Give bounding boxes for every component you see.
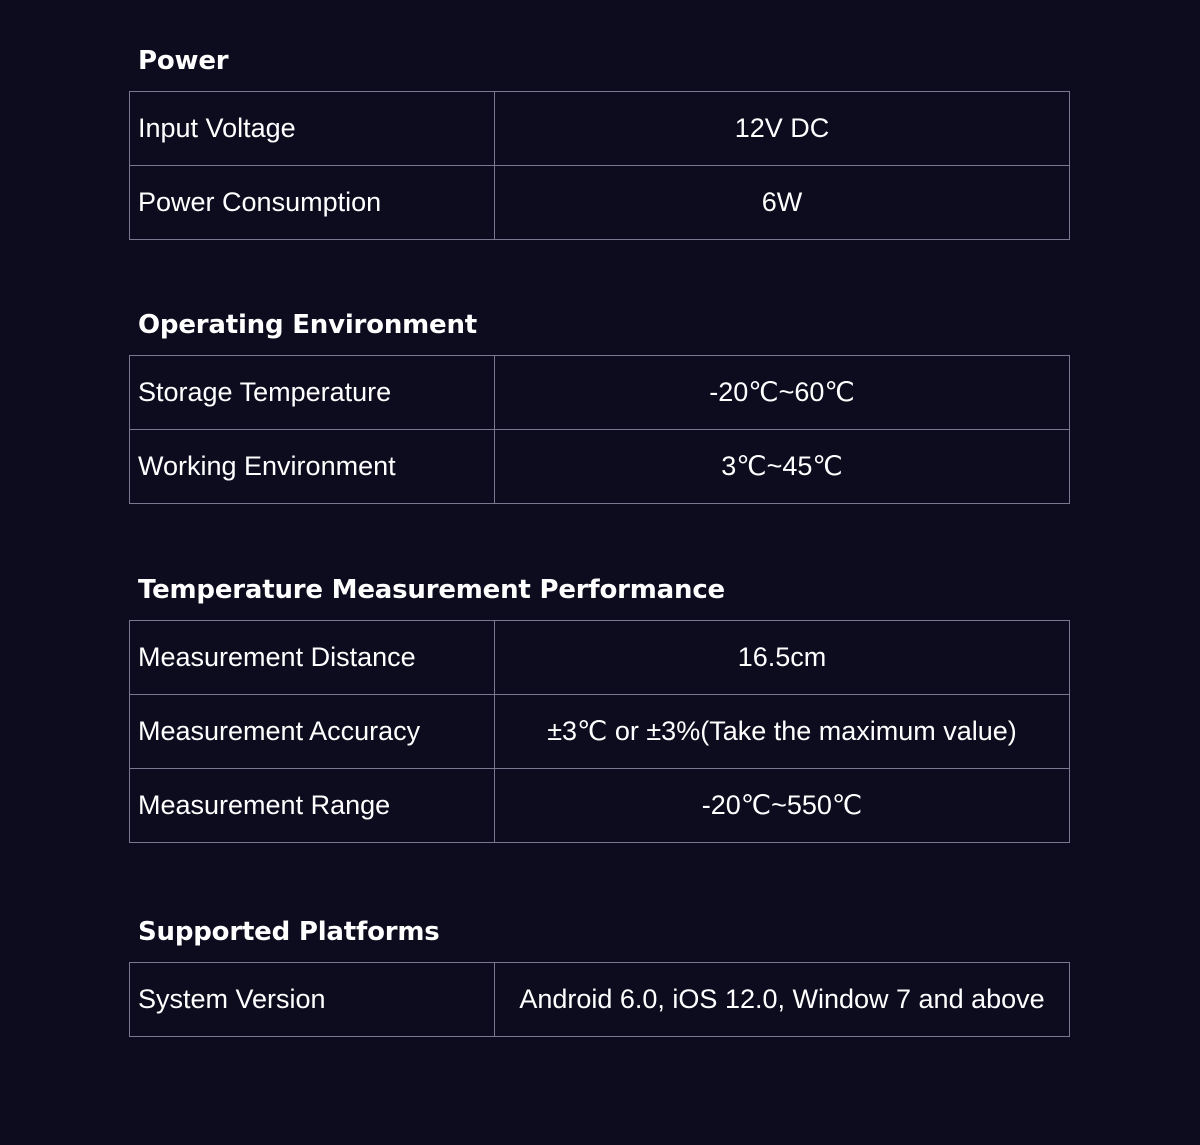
spec-label: System Version [130,963,495,1037]
spec-label: Input Voltage [130,92,495,166]
spec-value: ±3℃ or ±3%(Take the maximum value) [495,695,1070,769]
section-power [129,45,1070,240]
section-title: Supported Platforms [138,917,440,947]
table-row [130,430,1070,504]
spec-value: Android 6.0, iOS 12.0, Window 7 and above [495,963,1070,1037]
section-title: Operating Environment [138,310,478,340]
spec-table [129,620,1070,843]
section-supported-platforms [129,916,1070,1037]
spec-value: 3℃~45℃ [495,430,1070,504]
table-row [130,963,1070,1037]
spec-value: -20℃~60℃ [495,356,1070,430]
section-temperature-measurement [129,574,1070,843]
table-row [130,695,1070,769]
table-row [130,356,1070,430]
spec-label: Measurement Range [130,769,495,843]
spec-label: Power Consumption [130,166,495,240]
section-operating-environment [129,309,1070,504]
spec-value: 16.5cm [495,621,1070,695]
spec-value: 12V DC [495,92,1070,166]
table-row [130,621,1070,695]
section-title: Power [138,46,229,76]
spec-label: Working Environment [130,430,495,504]
table-row [130,769,1070,843]
spec-label: Storage Temperature [130,356,495,430]
spec-value: 6W [495,166,1070,240]
table-row [130,92,1070,166]
spec-table [129,962,1070,1037]
table-row [130,166,1070,240]
spec-table [129,355,1070,504]
spec-table [129,91,1070,240]
spec-label: Measurement Distance [130,621,495,695]
section-title: Temperature Measurement Performance [138,575,725,605]
spec-value: -20℃~550℃ [495,769,1070,843]
spec-label: Measurement Accuracy [130,695,495,769]
